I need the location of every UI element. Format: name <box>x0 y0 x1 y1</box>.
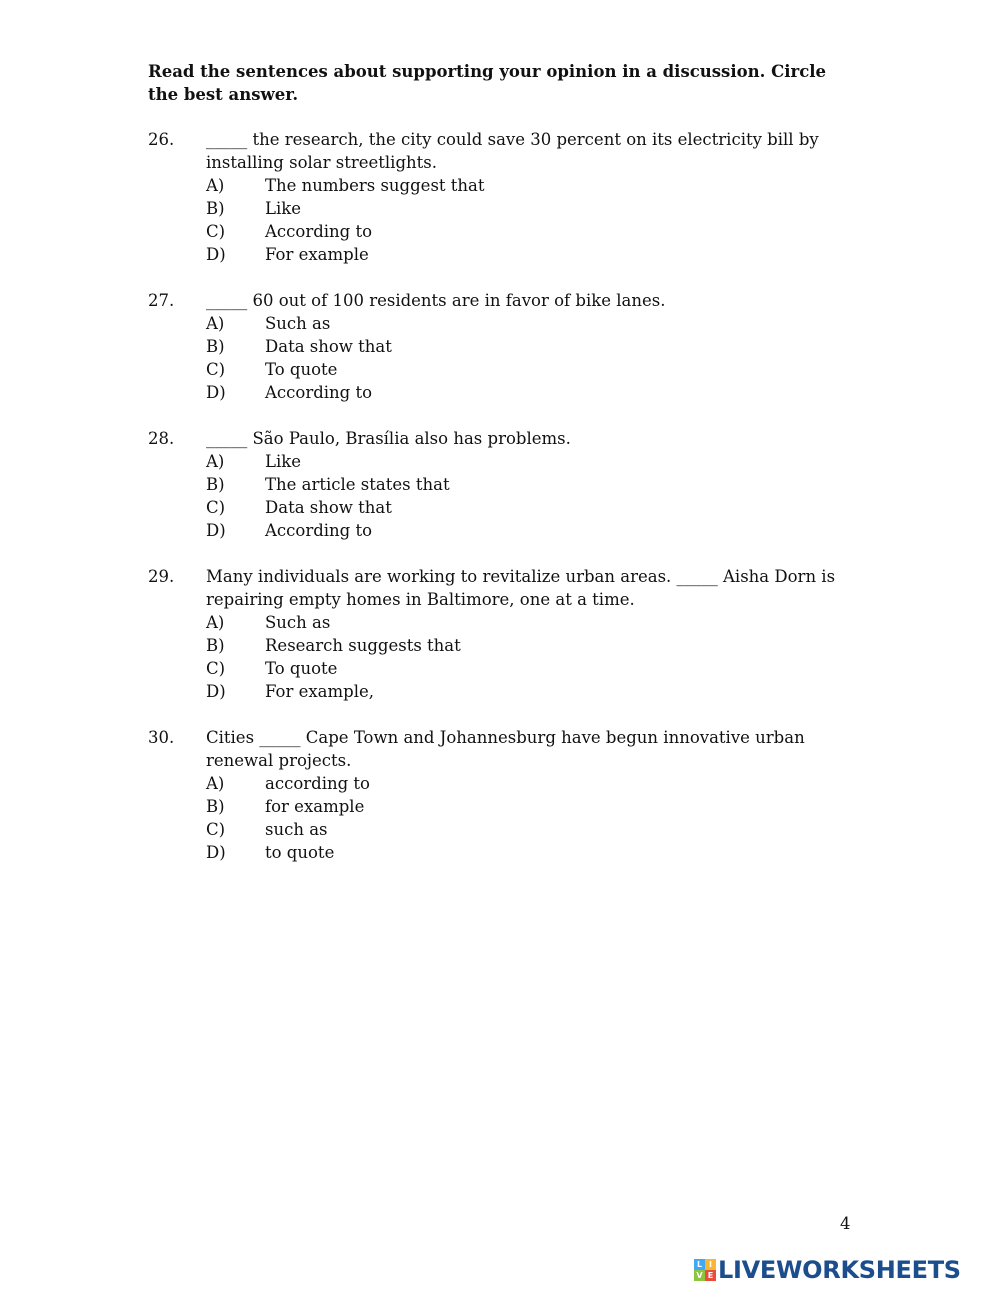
option-text: Such as <box>265 613 331 632</box>
option-letter: D) <box>206 383 226 402</box>
option-letter: B) <box>206 636 225 655</box>
option-a[interactable] <box>206 772 848 795</box>
option-b[interactable] <box>206 473 848 496</box>
option-d[interactable] <box>206 841 848 864</box>
logo-mark-letter: V <box>694 1270 705 1281</box>
option-a[interactable] <box>206 174 848 197</box>
option-text: The numbers suggest that <box>265 176 485 195</box>
option-letter: A) <box>206 314 225 333</box>
option-text: Like <box>265 199 301 218</box>
option-letter: B) <box>206 199 225 218</box>
option-letter: A) <box>206 774 225 793</box>
option-b[interactable] <box>206 197 848 220</box>
option-letter: A) <box>206 613 225 632</box>
option-a[interactable] <box>206 312 848 335</box>
option-letter: C) <box>206 222 226 241</box>
question-number: 28. <box>148 429 175 448</box>
option-letter: C) <box>206 360 226 379</box>
option-c[interactable] <box>206 220 848 243</box>
question-text: _____ São Paulo, Brasília also has problems. <box>206 429 571 448</box>
option-text: Data show that <box>265 498 392 517</box>
option-text: Data show that <box>265 337 392 356</box>
option-text: To quote <box>265 659 338 678</box>
question-27 <box>148 289 848 404</box>
option-c[interactable] <box>206 657 848 680</box>
option-c[interactable] <box>206 496 848 519</box>
option-a[interactable] <box>206 450 848 473</box>
option-letter: C) <box>206 498 226 517</box>
question-text: Cities _____ Cape Town and Johannesburg have begun innovative urban renewal projects. <box>206 728 805 770</box>
option-text: Research suggests that <box>265 636 461 655</box>
question-26 <box>148 128 848 266</box>
question-number: 26. <box>148 130 175 149</box>
page-number: 4 <box>840 1214 851 1233</box>
option-d[interactable] <box>206 381 848 404</box>
question-text: _____ the research, the city could save 30 percent on its electricity bill by installing solar streetlights. <box>206 130 819 172</box>
option-d[interactable] <box>206 243 848 266</box>
option-text: To quote <box>265 360 338 379</box>
option-letter: D) <box>206 843 226 862</box>
option-letter: A) <box>206 176 225 195</box>
option-d[interactable] <box>206 680 848 703</box>
logo-mark-letter: L <box>694 1259 705 1270</box>
option-letter: D) <box>206 521 226 540</box>
option-letter: D) <box>206 245 226 264</box>
question-30 <box>148 726 848 864</box>
option-text: Such as <box>265 314 331 333</box>
instructions: Read the sentences about supporting your opinion in a discussion. Circle the best answer. <box>148 62 827 104</box>
question-number: 29. <box>148 567 175 586</box>
option-letter: D) <box>206 682 226 701</box>
logo-mark-icon <box>694 1259 716 1281</box>
option-b[interactable] <box>206 335 848 358</box>
option-b[interactable] <box>206 634 848 657</box>
option-c[interactable] <box>206 818 848 841</box>
option-letter: B) <box>206 475 225 494</box>
option-letter: C) <box>206 659 226 678</box>
question-number: 27. <box>148 291 175 310</box>
question-29 <box>148 565 848 703</box>
option-text: to quote <box>265 843 335 862</box>
logo-mark-letter: I <box>705 1259 716 1270</box>
option-text: according to <box>265 774 370 793</box>
option-b[interactable] <box>206 795 848 818</box>
option-text: According to <box>265 383 373 402</box>
option-text: For example <box>265 245 369 264</box>
option-letter: C) <box>206 820 226 839</box>
option-text: Like <box>265 452 301 471</box>
option-d[interactable] <box>206 519 848 542</box>
option-text: For example, <box>265 682 375 701</box>
option-letter: B) <box>206 797 225 816</box>
option-text: According to <box>265 222 373 241</box>
option-text: such as <box>265 820 328 839</box>
option-a[interactable] <box>206 611 848 634</box>
question-text: _____ 60 out of 100 residents are in favor of bike lanes. <box>206 291 666 310</box>
option-text: According to <box>265 521 373 540</box>
option-letter: A) <box>206 452 225 471</box>
question-28 <box>148 427 848 542</box>
option-text: The article states that <box>265 475 450 494</box>
question-text: Many individuals are working to revitalize urban areas. _____ Aisha Dorn is repairing empty homes in Baltimore, one at a time. <box>206 567 836 609</box>
logo-text: LIVEWORKSHEETS <box>718 1256 961 1284</box>
option-text: for example <box>265 797 365 816</box>
logo-mark-letter: E <box>705 1270 716 1281</box>
question-number: 30. <box>148 728 175 747</box>
option-letter: B) <box>206 337 225 356</box>
liveworksheets-logo <box>694 1256 961 1284</box>
option-c[interactable] <box>206 358 848 381</box>
